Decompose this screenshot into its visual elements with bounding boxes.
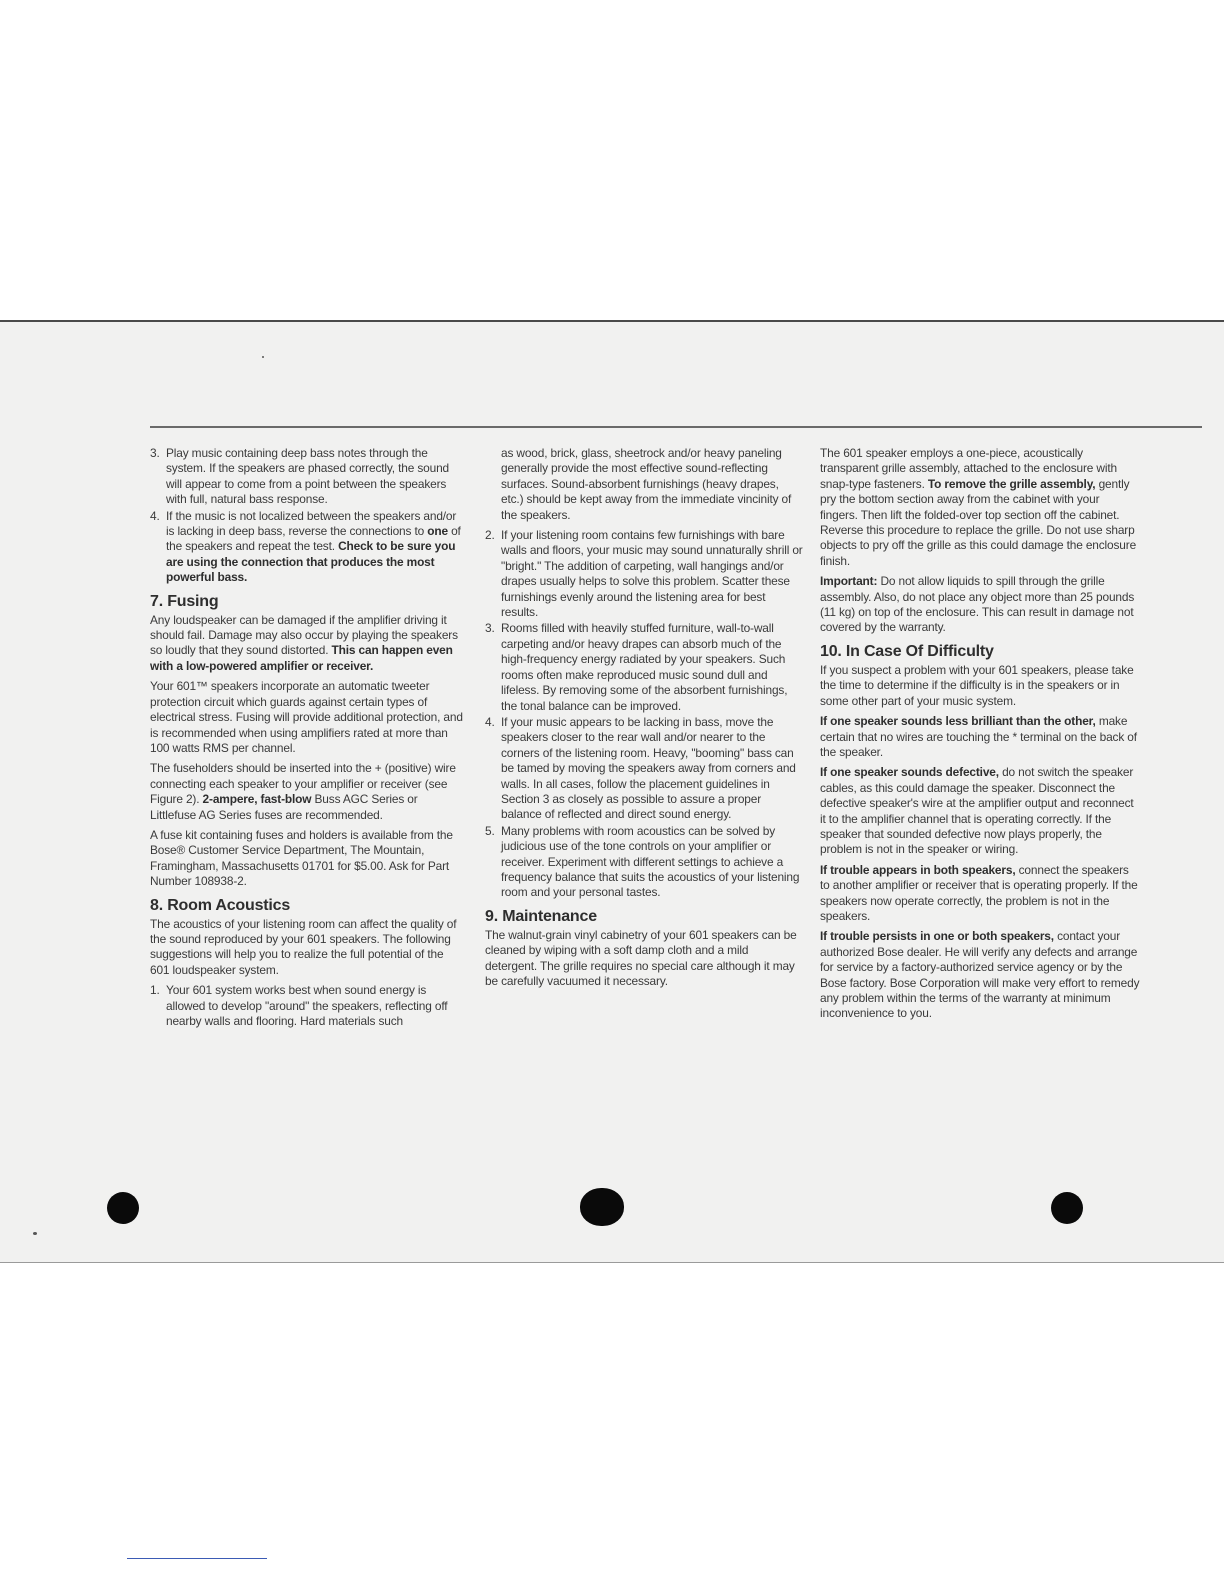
- paragraph: Your 601™ speakers incorporate an automatic tweeter protection circuit which guards against certain types of electrical stress. Fusing will provide additional protection, and is recommended when using amplifiers rated at more than 100 watts RMS per channel.: [150, 679, 463, 755]
- paragraph-text: Do not allow liquids to spill through the grille assembly. Also, do not place any object more than 25 pounds (11 kg) on top of the enclosure. This can result in damage not covered by the warranty.: [820, 574, 1135, 635]
- section-heading-maintenance: 9. Maintenance: [485, 907, 597, 925]
- emphasis-text: If one speaker sounds defective,: [820, 765, 999, 780]
- column-3: [820, 446, 1140, 1027]
- paragraph-text: The 601 speaker employs a one-piece, acoustically transparent grille assembly, attached to the enclosure with snap-type fasteners.: [820, 446, 1117, 491]
- list-item: [485, 621, 803, 713]
- emphasis-text: Important:: [820, 574, 878, 589]
- list-item: [150, 509, 465, 586]
- list-text: If your listening room contains few furnishings with bare walls and floors, your music may sound unnaturally shrill or "bright." The addition of carpeting, wall hangings and/or drapes usually helps to solve this problem. Scatter these furnishings evenly around the listening area for best results.: [501, 528, 803, 620]
- room-acoustics-list: [150, 983, 465, 1029]
- paragraph: [150, 613, 465, 675]
- paragraph: [820, 446, 1140, 569]
- list-number: 4.: [485, 714, 495, 729]
- paragraph: The walnut-grain vinyl cabinetry of your 601 speakers can be cleaned by wiping with a soft damp cloth and a mild detergent. The grille requires no special care although it may be carefully vacuumed it necessary.: [485, 927, 797, 988]
- header-rule: [150, 426, 1202, 428]
- footer-underline: [127, 1558, 267, 1559]
- list-text: of the speakers and repeat the test.: [166, 524, 461, 554]
- list-item: [485, 824, 803, 901]
- list-item: [485, 715, 803, 823]
- section-heading-difficulty: 10. In Case Of Difficulty: [820, 642, 994, 660]
- column-2: [485, 446, 803, 994]
- paragraph: [820, 863, 1140, 925]
- room-acoustics-list-continued: [485, 528, 803, 901]
- emphasis-text: Check to be sure you are using the connection that produces the most powerful bass.: [166, 539, 456, 585]
- emphasis-text: If trouble appears in both speakers,: [820, 862, 1016, 877]
- list-number: 2.: [485, 528, 495, 543]
- list-text: Your 601 system works best when sound energy is allowed to develop "around" the speakers, reflecting off nearby walls and flooring. Hard materials such: [166, 983, 448, 1028]
- paragraph-text: make certain that no wires are touching the * terminal on the back of the speaker.: [820, 714, 1137, 759]
- list-text: Many problems with room acoustics can be solved by judicious use of the tone controls on your amplifier or receiver. Experiment with different settings to achieve a frequency balance that suits the acoustics of your listening room and your personal tastes.: [501, 823, 800, 900]
- phasing-steps-list: [150, 446, 465, 586]
- list-text: Play music containing deep bass notes through the system. If the speakers are phased correctly, the sound will appear to come from a point between the speakers with full, natural bass response.: [166, 446, 449, 507]
- list-number: 3.: [485, 621, 495, 636]
- paragraph: If you suspect a problem with your 601 speakers, please take the time to determine if the difficulty is in the speakers or in some other part of your music system.: [820, 662, 1134, 708]
- paragraph: A fuse kit containing fuses and holders is available from the Bose® Customer Service Department, The Mountain, Framingham, Massachusetts 01701 for $5.00. Ask for Part Number 108938-2.: [150, 827, 453, 889]
- paragraph-text: contact your authorized Bose dealer. He will verify any defects and arrange for service by a factory-authorized service agency or by the Bose factory. Bose Corporation will make very effort to remedy any problem within the terms of the warranty at minimum inconvenience to you.: [820, 929, 1140, 1021]
- paragraph-text: do not switch the speaker cables, as this could damage the speaker. Disconnect the defective speaker's wire at the amplifier output and reconnect it to the amplifier channel that is operating correctly. If the speaker that sounded defective now plays properly, the problem is not in the speaker or wiring.: [820, 765, 1134, 857]
- paragraph-text: gently pry the bottom section away from the cabinet with your fingers. Then lift the folded-over top section off the cabinet. Reverse this procedure to replace the grille. Do not use sharp objects to pry off the grille as this could damage the enclosure finish.: [820, 476, 1137, 568]
- paragraph: [820, 714, 1140, 760]
- list-item: [150, 983, 465, 1029]
- list-number: 5.: [485, 823, 495, 838]
- scan-speck: [262, 356, 264, 358]
- column-1: [150, 446, 465, 1034]
- list-number: 4.: [150, 508, 160, 523]
- paragraph: [150, 761, 465, 823]
- list-number: 1.: [150, 983, 160, 998]
- binder-hole-center: [580, 1188, 624, 1226]
- emphasis-text: This can happen even with a low-powered amplifier or receiver.: [150, 643, 453, 673]
- paragraph-continued: as wood, brick, glass, sheetrock and/or heavy paneling generally provide the most effective sound-reflecting surfaces. Sound-absorbent furnishings (heavy drapes, etc.) should be kept away from the immediate vincinity of the speakers.: [501, 446, 792, 522]
- paragraph-text: The fuseholders should be inserted into the + (positive) wire connecting each speaker to your amplifier or receiver (see Figure 2).: [150, 761, 456, 807]
- emphasis-text: If trouble persists in one or both speakers,: [820, 929, 1054, 944]
- binder-hole-left: [107, 1192, 139, 1224]
- paragraph-text: Any loudspeaker can be damaged if the amplifier driving it should fail. Damage may also occur by playing the speakers so loudly that they sound distorted.: [150, 612, 458, 658]
- emphasis-text: 2-ampere, fast-blow: [202, 792, 312, 807]
- paragraph-text: Buss AGC Series or Littlefuse AG Series fuses are recommended.: [150, 792, 418, 822]
- list-text: If the music is not localized between the speakers and/or is lacking in deep bass, reverse the connections to: [166, 508, 457, 539]
- list-item: [485, 528, 803, 620]
- emphasis-text: To remove the grille assembly,: [927, 476, 1096, 491]
- paragraph: [820, 765, 1140, 857]
- scan-speck: [33, 1232, 37, 1235]
- paragraph: [820, 929, 1140, 1021]
- section-heading-room-acoustics: 8. Room Acoustics: [150, 896, 291, 914]
- section-heading-fusing: 7. Fusing: [150, 592, 219, 610]
- emphasis-text: If one speaker sounds less brilliant than the other,: [820, 714, 1096, 729]
- list-text: If your music appears to be lacking in bass, move the speakers closer to the rear wall and/or nearer to the corners of the listening room. Heavy, "booming" bass can be tamed by moving the speakers away from corners and walls. In all cases, follow the placement guidelines in Section 3 as closely as possible to assure a proper balance of reflected and direct sound energy.: [501, 714, 796, 822]
- emphasis-text: one: [427, 524, 448, 539]
- paragraph: [820, 574, 1140, 636]
- paragraph-text: connect the speakers to another amplifier or receiver that is operating properly. If the speakers now operate correctly, the problem is not in the speakers.: [820, 862, 1138, 923]
- list-text: Rooms filled with heavily stuffed furniture, wall-to-wall carpeting and/or heavy drapes can absorb much of the high-frequency energy radiated by your speakers. Such rooms often make reproduced music sound dull and lifeless. By removing some of the absorbent furnishings, the tonal balance can be improved.: [501, 621, 788, 713]
- paragraph: The acoustics of your listening room can affect the quality of the sound reproduced by your 601 speakers. The following suggestions will help you to realize the full potential of the 601 loudspeaker system.: [150, 916, 457, 977]
- list-number: 3.: [150, 446, 160, 460]
- binder-hole-right: [1051, 1192, 1083, 1224]
- list-item: [150, 446, 465, 508]
